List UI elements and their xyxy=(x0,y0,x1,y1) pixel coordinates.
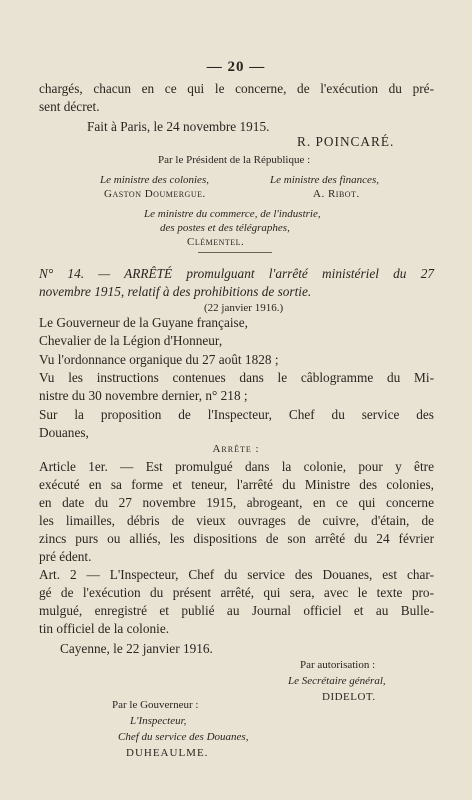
minister-commerce-name: Clémentel. xyxy=(187,236,245,248)
text-line: Sur la proposition de l'Inspecteur, Chef du service des xyxy=(39,407,434,422)
secretary-title: Le Secrétaire général, xyxy=(288,675,386,687)
divider xyxy=(198,252,272,253)
text-line: exécuté en sa forme et teneur, l'arrêté du Ministre des colonies, xyxy=(39,477,434,492)
minister-finances-title: Le ministre des finances, xyxy=(270,174,379,186)
arrete-heading: novembre 1915, relatif à des prohibitions de sortie. xyxy=(39,284,312,299)
text-line: Le Gouverneur de la Guyane française, xyxy=(39,315,248,330)
text-line: Vu l'ordonnance organique du 27 août 1828 ; xyxy=(39,352,279,367)
place-date: Cayenne, le 22 janvier 1916. xyxy=(60,641,213,656)
text-line: sent décret. xyxy=(39,99,100,114)
text-line: tin officiel de la colonie. xyxy=(39,621,170,636)
text-line: pré édent. xyxy=(39,549,92,564)
text-line: Douanes, xyxy=(39,425,89,440)
text-line: Chevalier de la Légion d'Honneur, xyxy=(39,333,223,348)
arrete-heading: N° 14. — ARRÊTÉ promulguant l'arrêté ministériel du 27 xyxy=(39,266,434,281)
inspector-title: Chef du service des Douanes, xyxy=(118,731,249,743)
text-line: Art. 2 — L'Inspecteur, Chef du service des Douanes, est char- xyxy=(39,567,434,582)
countersign-intro: Par le Président de la République : xyxy=(158,154,311,166)
text-line: en date du 27 novembre 1915, abrogeant, en ce qui concerne xyxy=(39,495,434,510)
text-line: Article 1er. — Est promulgué dans la colonie, pour y être xyxy=(39,459,434,474)
arrete-date: (22 janvier 1916.) xyxy=(204,302,284,314)
text-line: nistre du 30 novembre dernier, n° 218 ; xyxy=(39,388,248,403)
text-line: les limailles, débris de vieux ouvrages de cuivre, d'étain, de xyxy=(39,513,434,528)
text-line: gé de l'exécution du présent arrêté, qui sera, avec le texte pro- xyxy=(39,585,434,600)
place-date: Fait à Paris, le 24 novembre 1915. xyxy=(87,119,270,134)
text-line: mulgué, enregistré et publié au Journal officiel et au Bulle- xyxy=(39,603,434,618)
governor-label: Par le Gouverneur : xyxy=(112,699,199,711)
minister-colonies-name: Gaston Doumergue. xyxy=(104,188,206,200)
minister-commerce-title: Le ministre du commerce, de l'industrie, xyxy=(144,208,321,220)
minister-commerce-title: des postes et des télégraphes, xyxy=(160,222,290,234)
arrete-keyword: Arrête : xyxy=(212,443,260,455)
text-line: Vu les instructions contenues dans le câblogramme du Mi- xyxy=(39,370,434,385)
authorization-label: Par autorisation : xyxy=(300,659,376,671)
minister-finances-name: A. Ribot. xyxy=(313,188,360,200)
inspector-title: L'Inspecteur, xyxy=(130,715,187,727)
secretary-name: DIDELOT. xyxy=(322,691,376,703)
text-line: zincs purs ou alliés, les dispositions de son arrêté du 24 février xyxy=(39,531,434,546)
minister-colonies-title: Le ministre des colonies, xyxy=(100,174,209,186)
page-number: — 20 — xyxy=(206,59,266,75)
text-line: chargés, chacun en ce qui le concerne, de l'exécution du pré- xyxy=(39,81,434,96)
signature-poincare: R. POINCARÉ. xyxy=(297,134,395,149)
inspector-name: DUHEAULME. xyxy=(126,747,209,759)
